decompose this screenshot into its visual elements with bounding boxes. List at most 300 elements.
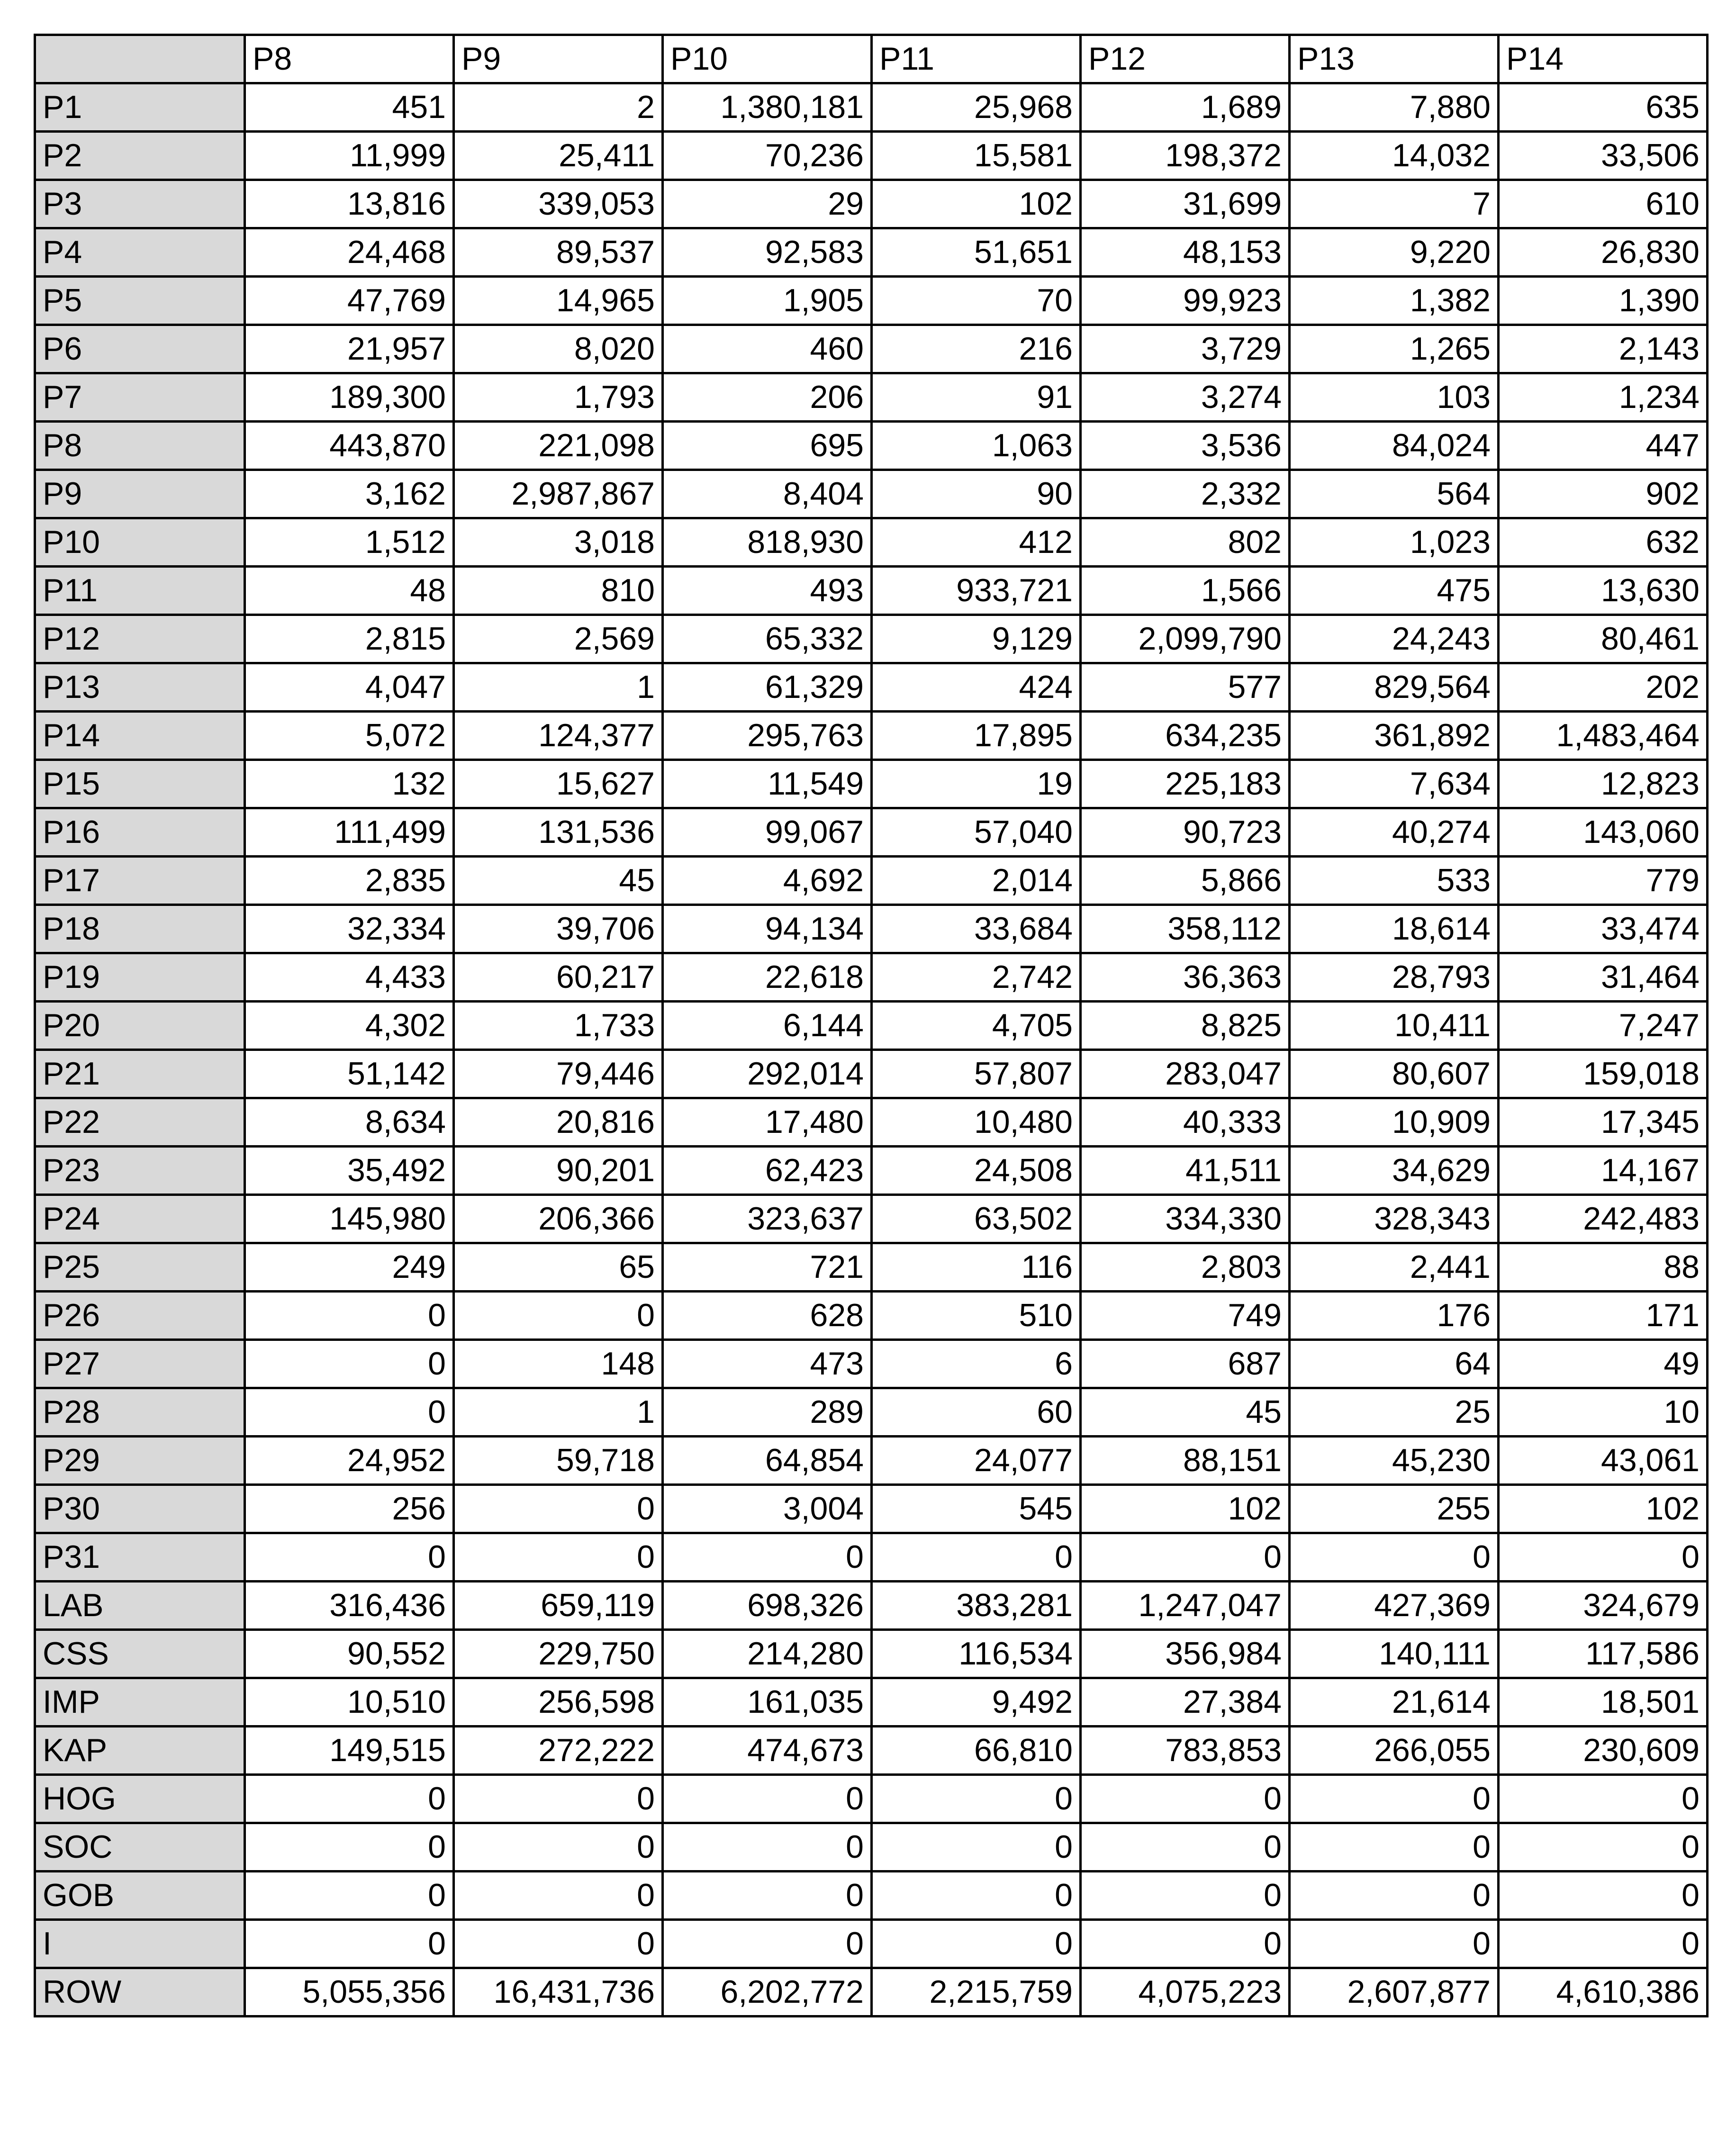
- table-cell: 933,721: [872, 567, 1081, 615]
- table-cell: 89,537: [454, 228, 663, 277]
- row-header: P21: [35, 1050, 245, 1098]
- row-header: P26: [35, 1292, 245, 1340]
- table-cell: 1,265: [1290, 325, 1499, 373]
- table-cell: 102: [1081, 1485, 1290, 1533]
- table-cell: 0: [663, 1920, 872, 1968]
- table-cell: 13,816: [245, 180, 454, 228]
- table-cell: 3,536: [1081, 422, 1290, 470]
- table-cell: 0: [872, 1533, 1081, 1582]
- table-cell: 8,825: [1081, 1002, 1290, 1050]
- table-cell: 230,609: [1499, 1727, 1708, 1775]
- table-cell: 0: [245, 1292, 454, 1340]
- table-cell: 292,014: [663, 1050, 872, 1098]
- table-cell: 4,705: [872, 1002, 1081, 1050]
- table-cell: 45: [1081, 1388, 1290, 1437]
- table-row: [35, 1437, 1708, 1485]
- table-cell: 24,077: [872, 1437, 1081, 1485]
- table-cell: 40,333: [1081, 1098, 1290, 1147]
- table-cell: 225,183: [1081, 760, 1290, 808]
- table-cell: 9,220: [1290, 228, 1499, 277]
- table-cell: 6,144: [663, 1002, 872, 1050]
- table-cell: 18,614: [1290, 905, 1499, 953]
- table-cell: 283,047: [1081, 1050, 1290, 1098]
- table-cell: 70: [872, 277, 1081, 325]
- table-cell: 161,035: [663, 1678, 872, 1727]
- table-cell: 64,854: [663, 1437, 872, 1485]
- table-cell: 1,905: [663, 277, 872, 325]
- table-row: [35, 760, 1708, 808]
- table-cell: 1,483,464: [1499, 712, 1708, 760]
- table-cell: 47,769: [245, 277, 454, 325]
- table-cell: 99,067: [663, 808, 872, 857]
- table-cell: 17,345: [1499, 1098, 1708, 1147]
- table-cell: 0: [245, 1920, 454, 1968]
- table-cell: 34,629: [1290, 1147, 1499, 1195]
- table-cell: 25,411: [454, 132, 663, 180]
- table-cell: 111,499: [245, 808, 454, 857]
- table-cell: 51,651: [872, 228, 1081, 277]
- table-cell: 0: [1499, 1775, 1708, 1823]
- column-header: P9: [454, 35, 663, 83]
- column-header: P12: [1081, 35, 1290, 83]
- table-cell: 102: [1499, 1485, 1708, 1533]
- table-cell: 0: [245, 1533, 454, 1582]
- table-cell: 460: [663, 325, 872, 373]
- table-cell: 10,909: [1290, 1098, 1499, 1147]
- table-cell: 634,235: [1081, 712, 1290, 760]
- row-header: P4: [35, 228, 245, 277]
- table-cell: 0: [872, 1823, 1081, 1872]
- row-header: P30: [35, 1485, 245, 1533]
- table-cell: 57,807: [872, 1050, 1081, 1098]
- row-header: P27: [35, 1340, 245, 1388]
- table-cell: 12,823: [1499, 760, 1708, 808]
- table-cell: 25: [1290, 1388, 1499, 1437]
- column-header: P13: [1290, 35, 1499, 83]
- table-cell: 2,835: [245, 857, 454, 905]
- table-cell: 8,020: [454, 325, 663, 373]
- table-cell: 99,923: [1081, 277, 1290, 325]
- table-row: [35, 518, 1708, 567]
- table-row: [35, 1485, 1708, 1533]
- table-cell: 0: [245, 1340, 454, 1388]
- table-cell: 810: [454, 567, 663, 615]
- table-row: [35, 1243, 1708, 1292]
- table-cell: 474,673: [663, 1727, 872, 1775]
- table-cell: 0: [1499, 1533, 1708, 1582]
- table-cell: 0: [1081, 1823, 1290, 1872]
- row-header: P13: [35, 663, 245, 712]
- row-header: P31: [35, 1533, 245, 1582]
- table-row: [35, 1098, 1708, 1147]
- table-cell: 0: [1290, 1775, 1499, 1823]
- table-cell: 140,111: [1290, 1630, 1499, 1678]
- table-cell: 632: [1499, 518, 1708, 567]
- table-cell: 1,512: [245, 518, 454, 567]
- table-row: [35, 1630, 1708, 1678]
- table-cell: 473: [663, 1340, 872, 1388]
- table-cell: 64: [1290, 1340, 1499, 1388]
- table-row: [35, 615, 1708, 663]
- row-header: P16: [35, 808, 245, 857]
- table-cell: 116: [872, 1243, 1081, 1292]
- table-cell: 84,024: [1290, 422, 1499, 470]
- table-row: [35, 1195, 1708, 1243]
- table-cell: 1,380,181: [663, 83, 872, 132]
- table-cell: 255: [1290, 1485, 1499, 1533]
- table-row: [35, 325, 1708, 373]
- row-header: P1: [35, 83, 245, 132]
- table-cell: 1,234: [1499, 373, 1708, 422]
- table-cell: 610: [1499, 180, 1708, 228]
- row-header: P25: [35, 1243, 245, 1292]
- table-cell: 0: [245, 1388, 454, 1437]
- row-header: P5: [35, 277, 245, 325]
- table-row: [35, 1147, 1708, 1195]
- table-cell: 1: [454, 663, 663, 712]
- table-cell: 33,474: [1499, 905, 1708, 953]
- table-cell: 1,733: [454, 1002, 663, 1050]
- data-table: [34, 34, 1709, 2017]
- table-cell: 0: [1499, 1920, 1708, 1968]
- table-cell: 493: [663, 567, 872, 615]
- table-cell: 216: [872, 325, 1081, 373]
- table-cell: 63,502: [872, 1195, 1081, 1243]
- table-cell: 43,061: [1499, 1437, 1708, 1485]
- table-row: [35, 808, 1708, 857]
- table-cell: 51,142: [245, 1050, 454, 1098]
- table-cell: 256,598: [454, 1678, 663, 1727]
- table-cell: 0: [1499, 1823, 1708, 1872]
- row-header: P19: [35, 953, 245, 1002]
- row-header: P29: [35, 1437, 245, 1485]
- row-header: I: [35, 1920, 245, 1968]
- table-cell: 16,431,736: [454, 1968, 663, 2016]
- table-row: [35, 1775, 1708, 1823]
- table-cell: 2,099,790: [1081, 615, 1290, 663]
- table-cell: 5,866: [1081, 857, 1290, 905]
- table-cell: 117,586: [1499, 1630, 1708, 1678]
- table-row: [35, 567, 1708, 615]
- table-cell: 659,119: [454, 1582, 663, 1630]
- table-cell: 14,167: [1499, 1147, 1708, 1195]
- table-cell: 0: [1290, 1823, 1499, 1872]
- table-row: [35, 1002, 1708, 1050]
- table-cell: 0: [872, 1872, 1081, 1920]
- row-header: P3: [35, 180, 245, 228]
- row-header: P11: [35, 567, 245, 615]
- table-row: [35, 663, 1708, 712]
- table-cell: 749: [1081, 1292, 1290, 1340]
- table-cell: 2,143: [1499, 325, 1708, 373]
- table-row: [35, 1292, 1708, 1340]
- table-cell: 8,634: [245, 1098, 454, 1147]
- table-cell: 21,614: [1290, 1678, 1499, 1727]
- table-cell: 116,534: [872, 1630, 1081, 1678]
- table-cell: 5,072: [245, 712, 454, 760]
- table-row: [35, 470, 1708, 518]
- table-cell: 802: [1081, 518, 1290, 567]
- table-cell: 721: [663, 1243, 872, 1292]
- table-cell: 206: [663, 373, 872, 422]
- table-cell: 14,032: [1290, 132, 1499, 180]
- row-header: CSS: [35, 1630, 245, 1678]
- table-cell: 2,607,877: [1290, 1968, 1499, 2016]
- table-cell: 3,162: [245, 470, 454, 518]
- table-row: [35, 1388, 1708, 1437]
- table-cell: 4,047: [245, 663, 454, 712]
- table-cell: 159,018: [1499, 1050, 1708, 1098]
- table-cell: 24,952: [245, 1437, 454, 1485]
- row-header: P9: [35, 470, 245, 518]
- table-cell: 1: [454, 1388, 663, 1437]
- table-cell: 206,366: [454, 1195, 663, 1243]
- table-cell: 148: [454, 1340, 663, 1388]
- table-cell: 29: [663, 180, 872, 228]
- table-cell: 1,247,047: [1081, 1582, 1290, 1630]
- table-cell: 33,506: [1499, 132, 1708, 180]
- table-cell: 3,004: [663, 1485, 872, 1533]
- table-cell: 249: [245, 1243, 454, 1292]
- table-cell: 171: [1499, 1292, 1708, 1340]
- table-cell: 31,699: [1081, 180, 1290, 228]
- table-cell: 90,552: [245, 1630, 454, 1678]
- table-cell: 564: [1290, 470, 1499, 518]
- table-cell: 3,018: [454, 518, 663, 567]
- table-cell: 0: [454, 1533, 663, 1582]
- table-cell: 0: [454, 1485, 663, 1533]
- table-cell: 57,040: [872, 808, 1081, 857]
- table-row: [35, 1340, 1708, 1388]
- table-cell: 15,581: [872, 132, 1081, 180]
- table-cell: 2,332: [1081, 470, 1290, 518]
- table-cell: 80,607: [1290, 1050, 1499, 1098]
- table-cell: 695: [663, 422, 872, 470]
- row-header: P6: [35, 325, 245, 373]
- table-cell: 124,377: [454, 712, 663, 760]
- table-cell: 0: [663, 1823, 872, 1872]
- table-cell: 6,202,772: [663, 1968, 872, 2016]
- table-cell: 475: [1290, 567, 1499, 615]
- table-cell: 4,692: [663, 857, 872, 905]
- row-header: P15: [35, 760, 245, 808]
- table-row: [35, 1533, 1708, 1582]
- table-cell: 1,566: [1081, 567, 1290, 615]
- table-cell: 361,892: [1290, 712, 1499, 760]
- row-header: P7: [35, 373, 245, 422]
- row-header: P23: [35, 1147, 245, 1195]
- table-cell: 545: [872, 1485, 1081, 1533]
- row-header: KAP: [35, 1727, 245, 1775]
- table-cell: 62,423: [663, 1147, 872, 1195]
- table-cell: 189,300: [245, 373, 454, 422]
- table-body: [35, 83, 1708, 2016]
- table-cell: 10: [1499, 1388, 1708, 1437]
- table-cell: 1,382: [1290, 277, 1499, 325]
- row-header: P2: [35, 132, 245, 180]
- row-header: HOG: [35, 1775, 245, 1823]
- table-cell: 0: [1081, 1775, 1290, 1823]
- table-cell: 295,763: [663, 712, 872, 760]
- table-cell: 41,511: [1081, 1147, 1290, 1195]
- table-row: [35, 180, 1708, 228]
- row-header: IMP: [35, 1678, 245, 1727]
- table-cell: 7,880: [1290, 83, 1499, 132]
- table-cell: 143,060: [1499, 808, 1708, 857]
- table-cell: 19: [872, 760, 1081, 808]
- table-cell: 7: [1290, 180, 1499, 228]
- table-cell: 88: [1499, 1243, 1708, 1292]
- table-cell: 10,510: [245, 1678, 454, 1727]
- table-cell: 2,742: [872, 953, 1081, 1002]
- table-cell: 70,236: [663, 132, 872, 180]
- table-cell: 65,332: [663, 615, 872, 663]
- table-cell: 0: [1081, 1533, 1290, 1582]
- table-cell: 451: [245, 83, 454, 132]
- table-cell: 2,815: [245, 615, 454, 663]
- table-row: [35, 422, 1708, 470]
- table-cell: 65: [454, 1243, 663, 1292]
- row-header: P17: [35, 857, 245, 905]
- table-cell: 533: [1290, 857, 1499, 905]
- table-row: [35, 1678, 1708, 1727]
- table-cell: 427,369: [1290, 1582, 1499, 1630]
- table-cell: 90,723: [1081, 808, 1290, 857]
- table-cell: 49: [1499, 1340, 1708, 1388]
- table-cell: 9,129: [872, 615, 1081, 663]
- table-cell: 339,053: [454, 180, 663, 228]
- table-cell: 3,274: [1081, 373, 1290, 422]
- table-cell: 0: [663, 1872, 872, 1920]
- table-cell: 198,372: [1081, 132, 1290, 180]
- column-header: P8: [245, 35, 454, 83]
- table-cell: 25,968: [872, 83, 1081, 132]
- table-cell: 32,334: [245, 905, 454, 953]
- table-cell: 698,326: [663, 1582, 872, 1630]
- table-cell: 94,134: [663, 905, 872, 953]
- table-cell: 2,569: [454, 615, 663, 663]
- table-cell: 45,230: [1290, 1437, 1499, 1485]
- table-cell: 31,464: [1499, 953, 1708, 1002]
- table-cell: 18,501: [1499, 1678, 1708, 1727]
- table-cell: 256: [245, 1485, 454, 1533]
- table-cell: 779: [1499, 857, 1708, 905]
- row-header: P28: [35, 1388, 245, 1437]
- table-cell: 0: [872, 1775, 1081, 1823]
- table-row: [35, 1050, 1708, 1098]
- table-cell: 0: [1290, 1920, 1499, 1968]
- table-cell: 628: [663, 1292, 872, 1340]
- table-cell: 1,390: [1499, 277, 1708, 325]
- column-header: P14: [1499, 35, 1708, 83]
- table-cell: 383,281: [872, 1582, 1081, 1630]
- table-cell: 1,689: [1081, 83, 1290, 132]
- row-header: SOC: [35, 1823, 245, 1872]
- table-cell: 0: [872, 1920, 1081, 1968]
- table-cell: 61,329: [663, 663, 872, 712]
- table-cell: 6: [872, 1340, 1081, 1388]
- table-cell: 7,634: [1290, 760, 1499, 808]
- table-cell: 48,153: [1081, 228, 1290, 277]
- table-cell: 783,853: [1081, 1727, 1290, 1775]
- table-cell: 21,957: [245, 325, 454, 373]
- table-cell: 7,247: [1499, 1002, 1708, 1050]
- table-cell: 0: [1081, 1872, 1290, 1920]
- table-cell: 22,618: [663, 953, 872, 1002]
- table-cell: 45: [454, 857, 663, 905]
- table-cell: 2,987,867: [454, 470, 663, 518]
- table-cell: 202: [1499, 663, 1708, 712]
- table-cell: 24,508: [872, 1147, 1081, 1195]
- table-cell: 33,684: [872, 905, 1081, 953]
- row-header: P20: [35, 1002, 245, 1050]
- table-cell: 316,436: [245, 1582, 454, 1630]
- table-row: [35, 1920, 1708, 1968]
- table-cell: 10,411: [1290, 1002, 1499, 1050]
- table-cell: 60,217: [454, 953, 663, 1002]
- table-cell: 102: [872, 180, 1081, 228]
- table-cell: 149,515: [245, 1727, 454, 1775]
- table-cell: 424: [872, 663, 1081, 712]
- table-row: [35, 1582, 1708, 1630]
- table-row: [35, 373, 1708, 422]
- table-cell: 4,433: [245, 953, 454, 1002]
- table-row: [35, 857, 1708, 905]
- table-cell: 324,679: [1499, 1582, 1708, 1630]
- row-header: GOB: [35, 1872, 245, 1920]
- table-cell: 0: [1290, 1872, 1499, 1920]
- row-header: P10: [35, 518, 245, 567]
- table-cell: 214,280: [663, 1630, 872, 1678]
- table-cell: 2: [454, 83, 663, 132]
- table-cell: 0: [454, 1823, 663, 1872]
- table-cell: 48: [245, 567, 454, 615]
- table-cell: 1,063: [872, 422, 1081, 470]
- table-cell: 4,302: [245, 1002, 454, 1050]
- table-cell: 14,965: [454, 277, 663, 325]
- table-cell: 17,895: [872, 712, 1081, 760]
- table-row: [35, 277, 1708, 325]
- table-cell: 0: [245, 1775, 454, 1823]
- table-cell: 4,610,386: [1499, 1968, 1708, 2016]
- table-row: [35, 953, 1708, 1002]
- table-cell: 334,330: [1081, 1195, 1290, 1243]
- table-row: [35, 228, 1708, 277]
- table-cell: 0: [663, 1775, 872, 1823]
- table-cell: 79,446: [454, 1050, 663, 1098]
- table-cell: 13,630: [1499, 567, 1708, 615]
- table-cell: 221,098: [454, 422, 663, 470]
- table-cell: 902: [1499, 470, 1708, 518]
- table-cell: 176: [1290, 1292, 1499, 1340]
- table-cell: 510: [872, 1292, 1081, 1340]
- table-cell: 0: [454, 1872, 663, 1920]
- table-cell: 5,055,356: [245, 1968, 454, 2016]
- column-header: P10: [663, 35, 872, 83]
- table-cell: 1,023: [1290, 518, 1499, 567]
- table-cell: 92,583: [663, 228, 872, 277]
- table-cell: 0: [663, 1533, 872, 1582]
- table-cell: 0: [1081, 1920, 1290, 1968]
- table-cell: 323,637: [663, 1195, 872, 1243]
- row-header: P22: [35, 1098, 245, 1147]
- table-cell: 103: [1290, 373, 1499, 422]
- row-header: ROW: [35, 1968, 245, 2016]
- column-header: P11: [872, 35, 1081, 83]
- table-cell: 11,999: [245, 132, 454, 180]
- row-header: P12: [35, 615, 245, 663]
- table-cell: 0: [454, 1775, 663, 1823]
